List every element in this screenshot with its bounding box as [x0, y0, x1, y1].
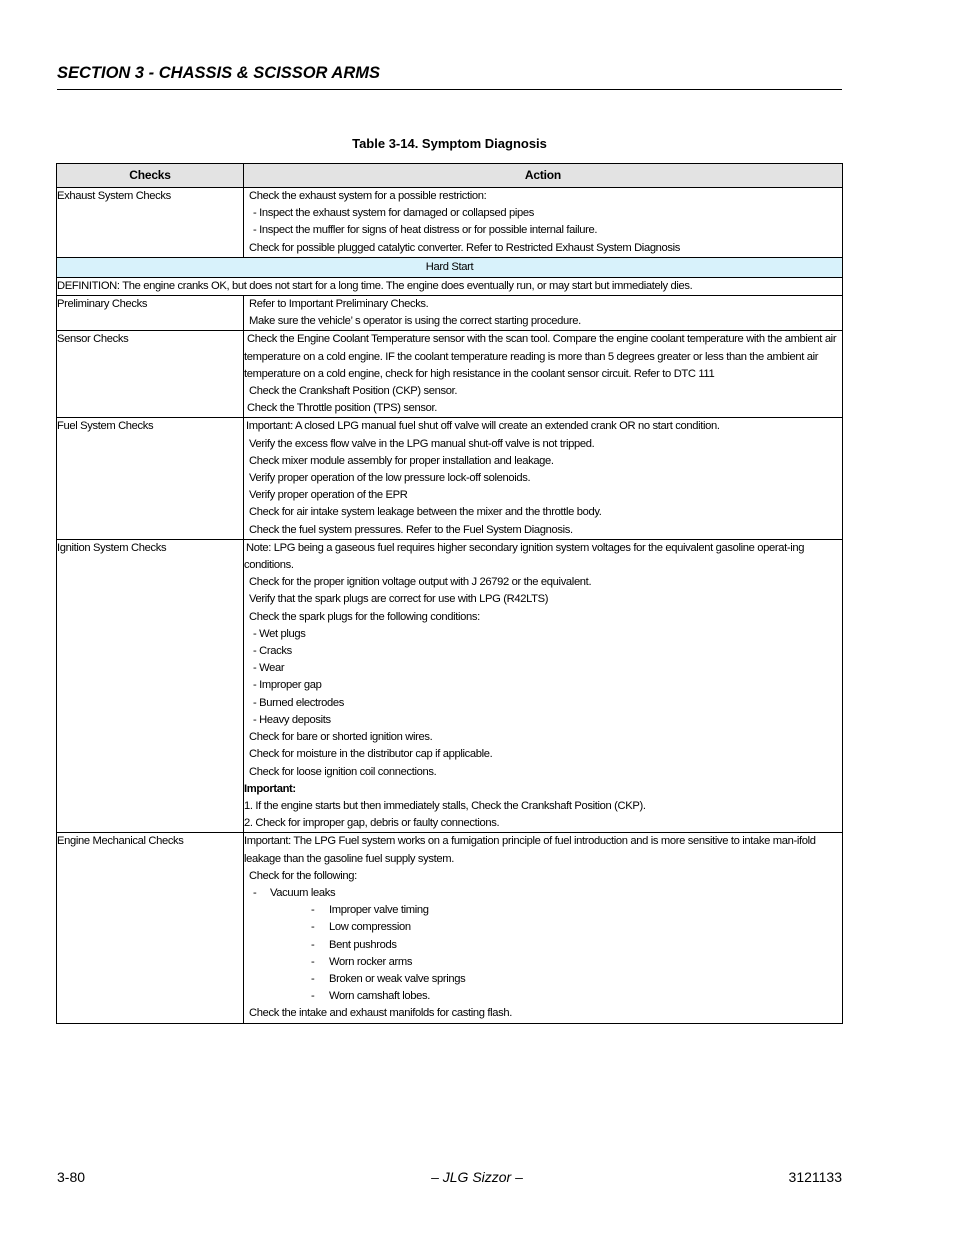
dash-marker: -: [311, 904, 315, 917]
footer-title: – JLG Sizzor –: [431, 1169, 523, 1185]
condition-item: - Burned electrodes: [253, 696, 344, 709]
item-text: Improper valve timing: [329, 904, 429, 917]
document-number: 3121133: [788, 1169, 842, 1185]
ignition-note: Note: LPG being a gaseous fuel requires higher secondary ignition system voltages for the equivalent gasoline operat-ing conditions.: [244, 541, 805, 572]
action-line: Check the exhaust system for a possible restriction:: [249, 190, 487, 202]
action-line: Check the Crankshaft Position (CKP) sensor.: [249, 385, 458, 398]
sub-item: [244, 937, 842, 954]
important-item: 2. Check for improper gap, debris or faulty connections.: [244, 817, 500, 830]
action-paragraph: Check the Engine Coolant Temperature sensor with the scan tool. Compare the engine coolant temperature with the ambient air temperature on a cold engine. IF the coolant temperature reading is more than 5 degrees greater or less than the ambient air temperature on a cold engine, check for high resistance in the coolant sensor circuit. Refer to DTC 111: [244, 333, 837, 380]
action-line: Check for possible plugged catalytic converter. Refer to Restricted Exhaust System Diagnosis: [249, 241, 681, 254]
action-line: Verify proper operation of the EPR: [249, 489, 408, 502]
table-row-preliminary: [57, 296, 843, 331]
action-cell: [244, 418, 843, 539]
action-line: - Inspect the exhaust system for damaged or collapsed pipes: [253, 207, 534, 220]
section-header: SECTION 3 - CHASSIS & SCISSOR ARMS: [57, 64, 381, 82]
check-cell: Engine Mechanical Checks: [57, 833, 244, 1023]
sub-item: [244, 954, 842, 971]
action-line: Check mixer module assembly for proper installation and leakage.: [249, 454, 554, 467]
table-row-ignition: [57, 539, 843, 832]
action-line: Check the intake and exhaust manifolds for casting flash.: [249, 1007, 513, 1020]
action-line: Check for the proper ignition voltage output with J 26792 or the equivalent.: [249, 576, 592, 589]
action-line: Check the Throttle position (TPS) sensor.: [247, 402, 438, 415]
table-row-hard-start-band: [57, 257, 843, 277]
check-cell: Preliminary Checks: [57, 296, 244, 331]
dash-marker: -: [311, 972, 315, 985]
table-header-row: [57, 164, 843, 188]
important-item: 1. If the engine starts but then immediately stalls, Check the Crankshaft Position (CKP).: [244, 799, 646, 812]
action-line: Check for bare or shorted ignition wires.: [249, 731, 433, 744]
action-line: Check the spark plugs for the following conditions:: [249, 610, 480, 623]
important-label: Important:: [244, 782, 296, 795]
table-row-mechanical: [57, 833, 843, 1023]
condition-item: - Improper gap: [253, 679, 322, 692]
item-text: Bent pushrods: [329, 938, 397, 951]
sub-item: [244, 902, 842, 919]
item-text: Vacuum leaks: [270, 886, 336, 899]
action-line: Check the fuel system pressures. Refer to the Fuel System Diagnosis.: [249, 523, 573, 536]
item-text: Worn camshaft lobes.: [329, 990, 430, 1003]
action-line: Refer to Important Preliminary Checks.: [249, 298, 429, 311]
table-row-fuel: [57, 418, 843, 539]
item-text: Low compression: [329, 921, 411, 934]
table-title: Table 3-14. Symptom Diagnosis: [352, 136, 547, 151]
column-header-checks: Checks: [57, 164, 244, 188]
important-note: Important: A closed LPG manual fuel shut off valve will create an extended crank OR no start condition.: [246, 420, 720, 433]
hard-start-heading: Hard Start: [57, 257, 843, 277]
condition-item: - Heavy deposits: [253, 713, 331, 726]
definition-text: DEFINITION: The engine cranks OK, but does not start for a long time. The engine does eventually run, or may start but immediately dies.: [57, 279, 693, 292]
check-cell: Sensor Checks: [57, 331, 244, 418]
table-row-definition: [57, 277, 843, 295]
check-cell: Exhaust System Checks: [57, 188, 244, 258]
sub-item: [244, 919, 842, 936]
condition-item: - Wear: [253, 662, 285, 675]
action-cell: [244, 296, 843, 331]
symptom-diagnosis-table: [56, 163, 843, 1024]
header-rule: [57, 89, 842, 90]
dash-marker: -: [311, 955, 315, 968]
action-cell: [244, 539, 843, 832]
dash-marker: -: [253, 886, 257, 899]
check-cell: Ignition System Checks: [57, 539, 244, 832]
action-line: Verify the excess flow valve in the LPG manual shut-off valve is not tripped.: [249, 437, 595, 450]
action-cell: [244, 331, 843, 418]
definition-cell: [57, 277, 843, 295]
condition-item: - Wet plugs: [253, 627, 306, 640]
action-cell: [244, 188, 843, 258]
action-line: Check for air intake system leakage between the mixer and the throttle body.: [249, 506, 602, 519]
dash-marker: -: [311, 990, 315, 1003]
condition-item: - Cracks: [253, 645, 292, 658]
action-line: Make sure the vehicle’ s operator is using the correct starting procedure.: [249, 315, 581, 328]
vacuum-leaks-item: [244, 885, 842, 902]
action-line: Verify proper operation of the low pressure lock-off solenoids.: [249, 472, 531, 485]
dash-marker: -: [311, 938, 315, 951]
action-line: Check for the following:: [249, 869, 357, 882]
important-note: Important: The LPG Fuel system works on a fumigation principle of fuel introduction and is more sensitive to intake man-ifold leakage than the gasoline fuel supply system.: [244, 835, 816, 865]
table-row-sensor: [57, 331, 843, 418]
column-header-action: Action: [244, 164, 843, 188]
sub-item: [244, 971, 842, 988]
item-text: Broken or weak valve springs: [329, 972, 466, 985]
sub-item: [244, 988, 842, 1005]
action-line: - Inspect the muffler for signs of heat distress or for possible internal failure.: [253, 224, 598, 237]
action-line: Check for loose ignition coil connections.: [249, 765, 437, 778]
action-line: Verify that the spark plugs are correct for use with LPG (R42LTS): [249, 593, 549, 606]
item-text: Worn rocker arms: [329, 955, 413, 968]
table-row-exhaust: [57, 188, 843, 258]
check-cell: Fuel System Checks: [57, 418, 244, 539]
action-line: Check for moisture in the distributor cap if applicable.: [249, 748, 493, 761]
page-number: 3-80: [57, 1169, 86, 1185]
action-cell: [244, 833, 843, 1023]
dash-marker: -: [311, 921, 315, 934]
